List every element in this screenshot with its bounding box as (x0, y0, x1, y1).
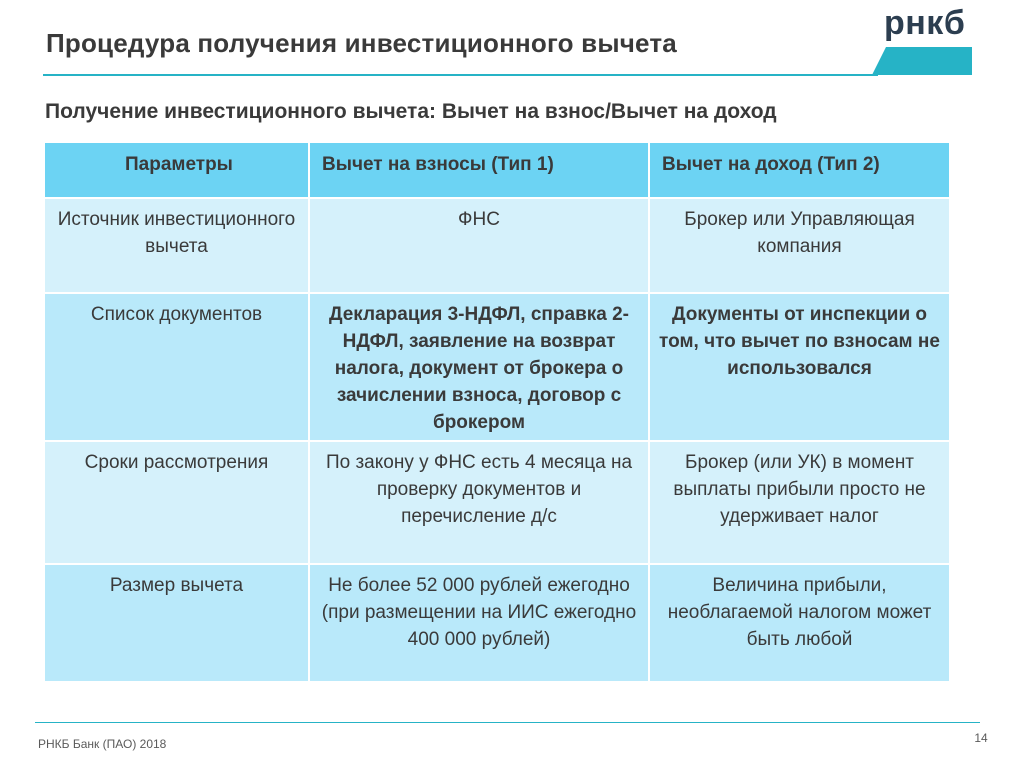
row-type2-value: Брокер или Управляющая компания (649, 198, 950, 293)
row-type2-value: Брокер (или УК) в момент выплаты прибыли просто не удерживает налог (649, 441, 950, 564)
table-row (44, 441, 950, 564)
rnkb-logo: рнкб (884, 4, 966, 42)
header-type1: Вычет на взносы (Тип 1) (309, 142, 649, 198)
footer-copyright: РНКБ Банк (ПАО) 2018 (38, 737, 167, 751)
title-divider (43, 74, 878, 76)
slide-title: Процедура получения инвестиционного вычета (46, 28, 677, 58)
footer-divider (35, 722, 980, 723)
row-param: Размер вычета (44, 564, 309, 682)
table-row (44, 198, 950, 293)
row-type1-value: ФНС (309, 198, 649, 293)
row-type1-value: Не более 52 000 рублей ежегодно (при размещении на ИИС ежегодно 400 000 рублей) (309, 564, 649, 682)
row-type1-value: По закону у ФНС есть 4 месяца на проверку документов и перечисление д/с (309, 441, 649, 564)
deduction-comparison-table (43, 141, 951, 683)
row-param: Источник инвестиционного вычета (44, 198, 309, 293)
table-row (44, 293, 950, 441)
row-type1-value: Декларация 3-НДФЛ, справка 2-НДФЛ, заявление на возврат налога, документ от брокера о зачислении взноса, договор с брокером (309, 293, 649, 441)
row-param: Сроки рассмотрения (44, 441, 309, 564)
row-type2-value: Документы от инспекции о том, что вычет по взносам не использовался (649, 293, 950, 441)
slide-subtitle: Получение инвестиционного вычета: Вычет на взнос/Вычет на доход (45, 100, 777, 123)
table-header-row (44, 142, 950, 198)
header-type2: Вычет на доход (Тип 2) (649, 142, 950, 198)
table-row (44, 564, 950, 682)
header-parameters: Параметры (44, 142, 309, 198)
row-param: Список документов (44, 293, 309, 441)
logo-accent-bar (872, 47, 972, 75)
page-number: 14 (974, 731, 988, 745)
row-type2-value: Величина прибыли, необлагаемой налогом может быть любой (649, 564, 950, 682)
